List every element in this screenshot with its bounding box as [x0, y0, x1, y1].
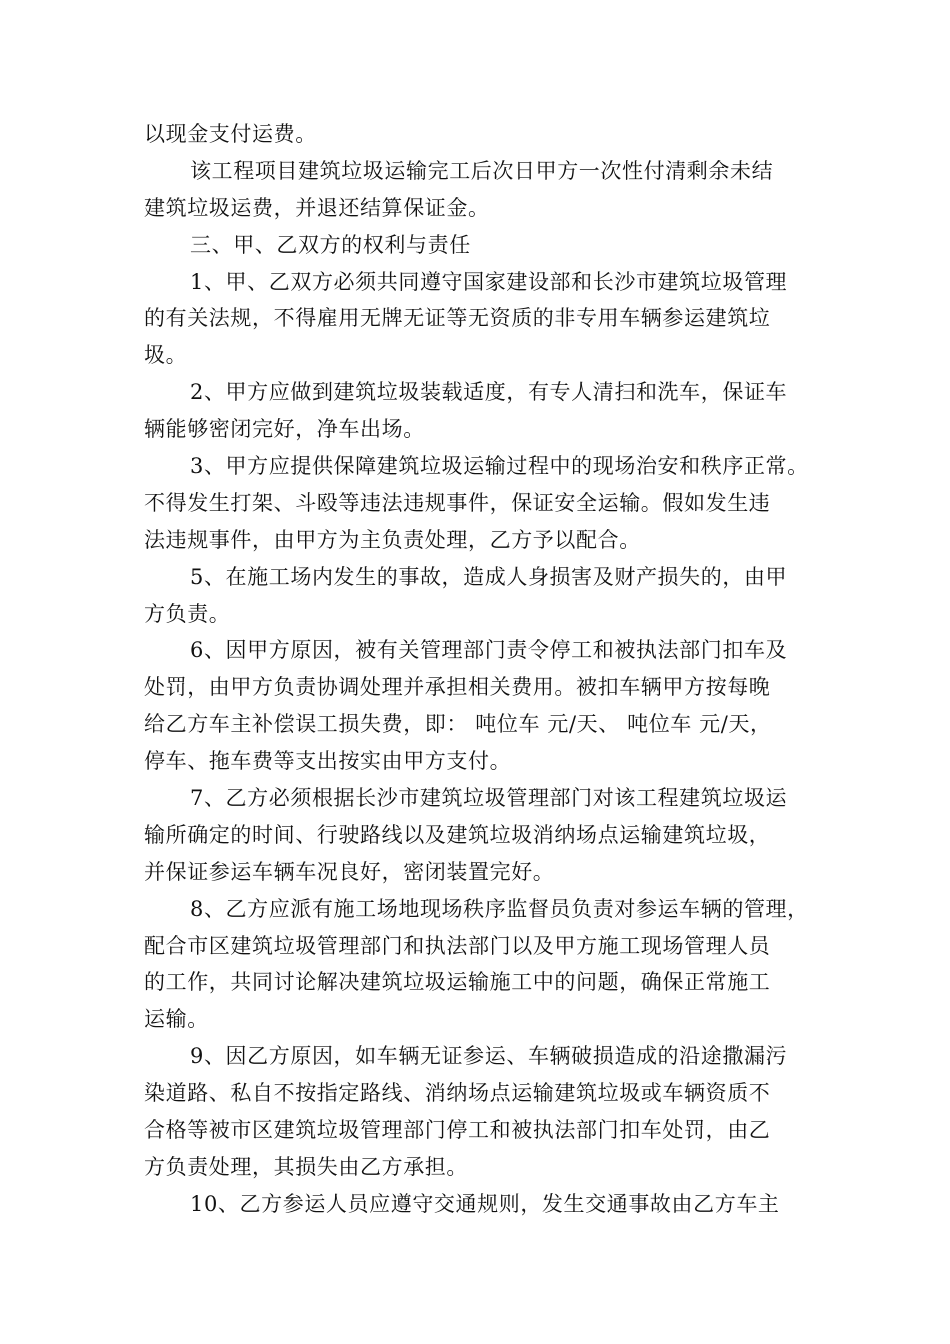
text-line: 6、因甲方原因，被有关管理部门责令停工和被执法部门扣车及 [190, 638, 788, 663]
text-line: 的有关法规，不得雇用无牌无证等无资质的非专用车辆参运建筑垃 [144, 306, 771, 331]
text-line: 给乙方车主补偿误工损失费，即： 吨位车 元/天、 吨位车 元/天， [144, 712, 772, 737]
text-line: 该工程项目建筑垃圾运输完工后次日甲方一次性付清剩余未结 [190, 158, 774, 183]
text-line: 以现金支付运费。 [144, 122, 317, 146]
text-line: 建筑垃圾运费，并退还结算保证金。 [144, 195, 490, 220]
text-line: 不得发生打架、斗殴等违法违规事件，保证安全运输。假如发生违 [144, 490, 771, 515]
document-body [144, 116, 812, 1223]
text-line: 方负责。 [144, 601, 231, 626]
text-line: 9、因乙方原因，如车辆无证参运、车辆破损造成的沿途撒漏污 [190, 1044, 788, 1069]
text-line: 合格等被市区建筑垃圾管理部门停工和被执法部门扣车处罚，由乙 [144, 1118, 771, 1143]
text-line: 并保证参运车辆车况良好，密闭装置完好。 [144, 859, 555, 884]
text-line: 停车、拖车费等支出按实由甲方支付。 [144, 749, 512, 774]
text-line: 配合市区建筑垃圾管理部门和执法部门以及甲方施工现场管理人员 [144, 933, 771, 958]
text-line: 方负责处理，其损失由乙方承担。 [144, 1154, 468, 1179]
text-line: 10、乙方参运人员应遵守交通规则，发生交通事故由乙方车主 [190, 1191, 780, 1216]
text-line: 圾。 [144, 343, 188, 368]
text-line: 7、乙方必须根据长沙市建筑垃圾管理部门对该工程建筑垃圾运 [190, 786, 788, 811]
text-line: 运输。 [144, 1007, 209, 1032]
text-line: 输所确定的时间、行驶路线以及建筑垃圾消纳场点运输建筑垃圾， [144, 822, 771, 847]
text-line: 3、甲方应提供保障建筑垃圾运输过程中的现场治安和秩序正常。 [190, 454, 809, 479]
text-line: 1、甲、乙双方必须共同遵守国家建设部和长沙市建筑垃圾管理 [190, 269, 788, 294]
text-line: 染道路、私自不按指定路线、消纳场点运输建筑垃圾或车辆资质不 [144, 1081, 771, 1106]
text-line: 2、甲方应做到建筑垃圾装载适度，有专人清扫和洗车，保证车 [190, 380, 788, 405]
text-line: 5、在施工场内发生的事故，造成人身损害及财产损失的，由甲 [190, 564, 788, 589]
text-line: 法违规事件，由甲方为主负责处理，乙方予以配合。 [144, 527, 641, 552]
text-line: 8、乙方应派有施工场地现场秩序监督员负责对参运车辆的管理， [190, 896, 809, 921]
text-line: 的工作，共同讨论解决建筑垃圾运输施工中的问题，确保正常施工 [144, 970, 771, 995]
text-line: 三、甲、乙双方的权利与责任 [190, 232, 471, 257]
text-line: 处罚，由甲方负责协调处理并承担相关费用。被扣车辆甲方按每晚 [144, 675, 771, 700]
text-line: 辆能够密闭完好，净车出场。 [144, 417, 425, 442]
